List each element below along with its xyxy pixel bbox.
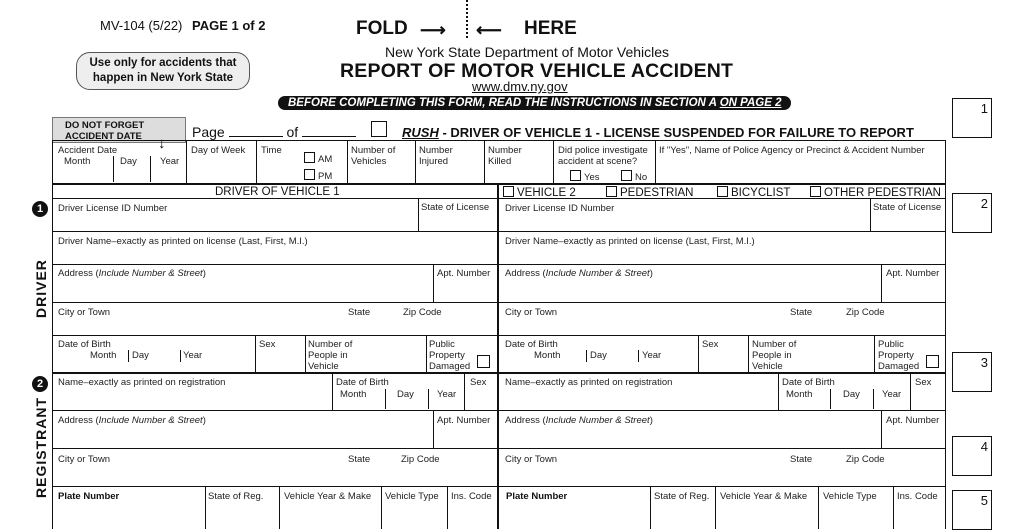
divider [464,372,465,410]
r2-dob-label: Date of Birth [782,377,835,388]
no-label: No [635,172,648,183]
side-box-4[interactable] [952,436,992,476]
d1-state-label: State [348,307,371,318]
divider [426,335,427,372]
d2-city-label: City or Town [505,307,558,318]
arrow-down-icon: ↓ [158,135,166,152]
side-box-5[interactable] [952,490,992,530]
section-divider [52,372,945,374]
r1-plate-label: Plate Number [58,491,120,502]
num-vehicles-label: Number of Vehicles [351,145,396,167]
r2-dob-month: Month [786,389,813,400]
nys-only-notice: Use only for accidents that happen in New York State [76,52,250,90]
divider [447,486,448,529]
divider [113,156,114,182]
side-box-number: 5 [980,493,988,508]
form-id [100,18,265,33]
r2-name-label: Name–exactly as printed on registration [505,377,673,388]
page-of-label: PAGE 1 of 2 [192,18,266,33]
r1-city-label: City or Town [58,454,111,465]
divider [830,389,831,409]
row-divider [52,448,945,449]
bicyclist-label: BICYCLIST [731,187,791,199]
divider [415,140,416,183]
form-right-border [945,140,946,529]
arrow-left-icon: ⟵ [476,20,502,40]
center-divider [497,183,499,529]
divider [332,372,333,410]
other-pedestrian-label: OTHER PEDESTRIAN [824,187,941,199]
fold-line [466,0,468,38]
row-divider [52,264,945,265]
d2-dob-day: Day [590,350,607,361]
divider [205,486,206,529]
d2-num-people-label: Number of People in Vehicle [752,339,797,372]
registrant-section-badge: 2 [32,376,48,392]
r2-vehicle-type-label: Vehicle Type [823,491,877,502]
r1-ins-code-label: Ins. Code [451,491,492,502]
divider [638,350,639,362]
accident-date-label: Accident Date [58,145,118,156]
accident-month-label: Month [64,156,91,167]
police-yes-checkbox[interactable] [570,170,581,181]
r1-state-reg-label: State of Reg. [208,491,264,502]
rush-text: - DRIVER OF VEHICLE 1 - LICENSE SUSPENDED FOR FAILURE TO REPORT [442,125,914,140]
page-number-line [192,124,356,140]
r1-name-label: Name–exactly as printed on registration [58,377,226,388]
page-label: Page [192,124,225,140]
d2-public-property-label: Public Property Damaged [878,339,920,372]
pm-option[interactable] [304,169,332,182]
r2-plate-label: Plate Number [506,491,568,502]
divider [433,410,434,448]
other-pedestrian-checkbox[interactable] [810,186,821,197]
r1-address-label: Address (Include Number & Street) [58,415,206,426]
row-divider [52,410,945,411]
divider [655,140,656,183]
divider [256,140,257,183]
side-box-number: 4 [980,439,988,454]
am-checkbox[interactable] [304,152,315,163]
am-label: AM [318,154,333,165]
divider [186,140,187,183]
registrant-side-label: REGISTRANT [33,397,49,498]
divider [180,350,181,362]
d1-zip-label: Zip Code [403,307,442,318]
divider [818,486,819,529]
d2-sex-label: Sex [702,339,719,350]
r1-dob-day: Day [397,389,414,400]
divider [150,156,151,182]
d2-zip-label: Zip Code [846,307,885,318]
time-label: Time [261,145,282,156]
page-total-field[interactable] [302,136,356,137]
department-name: New York State Department of Motor Vehicles [385,44,670,60]
divider [553,140,554,183]
yes-label: Yes [584,172,600,183]
divider [381,486,382,529]
divider [279,486,280,529]
pedestrian-label: PEDESTRIAN [620,187,694,199]
divider [874,335,875,372]
r2-address-label: Address (Include Number & Street) [505,415,653,426]
r1-dob-label: Date of Birth [336,377,389,388]
r2-state-reg-label: State of Reg. [654,491,710,502]
r2-city-label: City or Town [505,454,558,465]
divider [433,264,434,302]
divider [347,140,348,183]
side-box-1[interactable] [952,98,992,138]
d1-address-label: Address (Include Number & Street) [58,268,206,279]
of-label: of [286,124,299,140]
bicyclist-checkbox[interactable] [717,186,728,197]
r1-sex-label: Sex [470,377,487,388]
instruction-page-link[interactable]: ON PAGE 2 [719,97,782,109]
vehicle2-label: VEHICLE 2 [517,187,576,199]
pm-label: PM [318,171,333,182]
side-box-2[interactable] [952,193,992,233]
pm-checkbox[interactable] [304,169,315,180]
divider [428,389,429,409]
police-no-option[interactable] [621,170,647,183]
am-option[interactable] [304,152,332,165]
divider [715,486,716,529]
divider [910,372,911,410]
divider [305,335,306,372]
divider [255,335,256,372]
driver1-heading: DRIVER OF VEHICLE 1 [215,186,340,198]
side-box-number: 2 [980,196,988,211]
rush-line [402,125,914,140]
day-of-week-label: Day of Week [191,145,246,156]
d1-apt-label: Apt. Number [437,268,491,279]
d1-state-license-label: State of License [421,202,490,213]
divider [870,198,871,231]
rush-checkbox[interactable] [371,121,387,137]
d1-num-people-label: Number of People in Vehicle [308,339,353,372]
r1-vehicle-year-make-label: Vehicle Year & Make [284,491,372,502]
d1-public-property-label: Public Property Damaged [429,339,471,372]
driver-side-label: DRIVER [33,259,49,318]
r2-vehicle-year-make-label: Vehicle Year & Make [720,491,808,502]
vehicle2-checkbox[interactable] [503,186,514,197]
d1-sex-label: Sex [259,339,276,350]
divider [698,335,699,372]
police-question-label: Did police investigate accident at scene? [558,145,648,167]
divider [650,486,651,529]
d1-dob-label: Date of Birth [58,339,111,350]
num-injured-label: Number Injured [419,145,453,167]
d1-city-label: City or Town [58,307,111,318]
row-divider [52,231,945,232]
accident-year-label: Year [160,156,180,167]
divider [128,350,129,362]
page-number-field[interactable] [229,136,283,137]
fold-right-label: HERE [524,18,577,39]
d2-dob-year: Year [642,350,662,361]
rush-label: RUSH [402,125,439,140]
row-divider [52,302,945,303]
d1-dob-day: Day [132,350,149,361]
row-divider [52,486,945,487]
instruction-bar [278,96,791,110]
d1-name-label: Driver Name–exactly as printed on license (Last, First, M.I.) [58,236,308,247]
form-number: MV-104 (5/22) [100,18,183,33]
d2-state-license-label: State of License [873,202,942,213]
side-box-3[interactable] [952,352,992,392]
divider [778,372,779,410]
r2-dob-day: Day [843,389,860,400]
r2-dob-year: Year [882,389,902,400]
driver-section-badge: 1 [32,201,48,217]
divider [881,410,882,448]
r2-state-label: State [790,454,813,465]
d2-apt-label: Apt. Number [886,268,940,279]
divider [873,389,874,409]
date-reminder: DO NOT FORGET ACCIDENT DATE [52,117,186,143]
divider [748,335,749,372]
page-title: REPORT OF MOTOR VEHICLE ACCIDENT [340,60,734,82]
r2-apt-label: Apt. Number [886,415,940,426]
police-agency-label: If "Yes", Name of Police Agency or Precinct & Accident Number [659,145,925,156]
instruction-text: BEFORE COMPLETING THIS FORM, READ THE INSTRUCTIONS IN SECTION A [288,97,717,109]
r1-zip-label: Zip Code [401,454,440,465]
divider [586,350,587,362]
fold-left-label: FOLD [356,18,408,39]
r2-zip-label: Zip Code [846,454,885,465]
num-killed-label: Number Killed [488,145,522,167]
divider [385,389,386,409]
d1-dob-year: Year [183,350,203,361]
divider [881,264,882,302]
website-link[interactable]: www.dmv.ny.gov [472,79,568,94]
pedestrian-checkbox[interactable] [606,186,617,197]
d2-license-id-label: Driver License ID Number [505,203,615,214]
police-yes-option[interactable] [570,170,600,183]
divider [484,140,485,183]
d2-dob-month: Month [534,350,561,361]
d2-name-label: Driver Name–exactly as printed on license (Last, First, M.I.) [505,236,755,247]
accident-day-label: Day [120,156,137,167]
d2-public-property-checkbox[interactable] [926,355,939,368]
r1-dob-month: Month [340,389,367,400]
r1-dob-year: Year [437,389,457,400]
divider [418,198,419,231]
r1-vehicle-type-label: Vehicle Type [385,491,439,502]
r1-apt-label: Apt. Number [437,415,491,426]
d2-state-label: State [790,307,813,318]
r2-ins-code-label: Ins. Code [897,491,938,502]
divider [893,486,894,529]
side-box-number: 3 [980,355,988,370]
arrow-right-icon: ⟶ [420,20,446,40]
d1-license-id-label: Driver License ID Number [58,203,168,214]
r2-sex-label: Sex [915,377,932,388]
side-box-number: 1 [980,101,988,116]
d1-public-property-checkbox[interactable] [477,355,490,368]
d2-address-label: Address (Include Number & Street) [505,268,653,279]
row-divider [52,335,945,336]
police-no-checkbox[interactable] [621,170,632,181]
d1-dob-month: Month [90,350,117,361]
r1-state-label: State [348,454,371,465]
d2-dob-label: Date of Birth [505,339,558,350]
